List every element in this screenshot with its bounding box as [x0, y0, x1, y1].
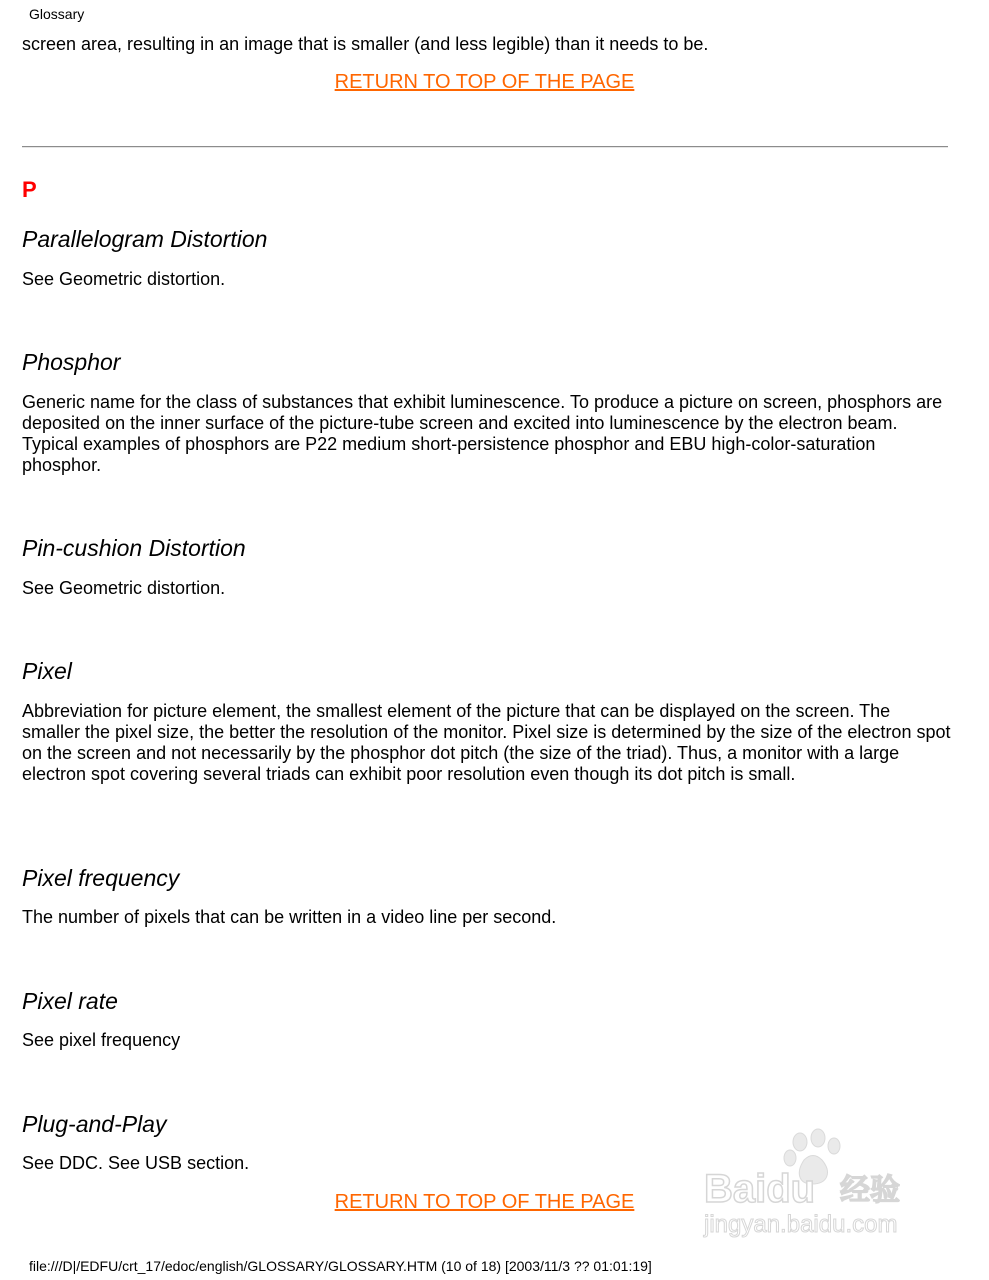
- horizontal-divider: [22, 146, 948, 148]
- glossary-term: Pin-cushion Distortion: [22, 535, 246, 561]
- glossary-definition: See DDC. See USB section.: [22, 1153, 250, 1173]
- glossary-term: Parallelogram Distortion: [22, 226, 268, 252]
- section-letter-heading: P: [22, 177, 37, 202]
- glossary-term: Pixel frequency: [22, 865, 180, 891]
- footer-file-path: file:///D|/EDFU/crt_17/edoc/english/GLOSSARY/GLOSSARY.HTM (10 of 18) [2003/11/3 ?? 01:01:19]: [29, 1258, 652, 1274]
- return-to-top-link[interactable]: RETURN TO TOP OF THE PAGE: [334, 1191, 635, 1213]
- glossary-term: Pixel rate: [22, 988, 118, 1014]
- watermark-brand: Baidu: [704, 1167, 816, 1211]
- glossary-definition: The number of pixels that can be written in a video line per second.: [22, 907, 557, 927]
- baidu-watermark-logo: [700, 1128, 940, 1248]
- glossary-definition: See Geometric distortion.: [22, 578, 226, 598]
- glossary-term: Pixel: [22, 658, 72, 684]
- glossary-definition: Generic name for the class of substances that exhibit luminescence. To produce a picture on screen, phosphors are deposited on the inner surface of the picture-tube screen and excited into luminescence by the electron beam. Typical examples of phosphors are P22 medium short-persistence phosphor and EBU high-color-saturation phosphor.: [22, 392, 943, 475]
- glossary-term: Plug-and-Play: [22, 1111, 167, 1137]
- page-header-title: Glossary: [29, 6, 85, 22]
- glossary-definition: Abbreviation for picture element, the smallest element of the picture that can be displayed on the screen. The smaller the pixel size, the better the resolution of the monitor. Pixel size is determined by the size of the electron spot on the screen and not necessarily by the phosphor dot pitch (the size of the triad). Thus, a monitor with a large electron spot covering several triads can exhibit poor resolution even though its dot pitch is small.: [22, 701, 951, 784]
- intro-text: screen area, resulting in an image that is smaller (and less legible) than it needs to be.: [22, 34, 709, 54]
- watermark-cn: 经验: [840, 1173, 900, 1208]
- glossary-term: Phosphor: [22, 349, 121, 375]
- glossary-definition: See pixel frequency: [22, 1030, 181, 1050]
- glossary-definition: See Geometric distortion.: [22, 269, 226, 289]
- watermark-url: jingyan.baidu.com: [704, 1211, 898, 1238]
- return-to-top-link[interactable]: RETURN TO TOP OF THE PAGE: [334, 71, 635, 93]
